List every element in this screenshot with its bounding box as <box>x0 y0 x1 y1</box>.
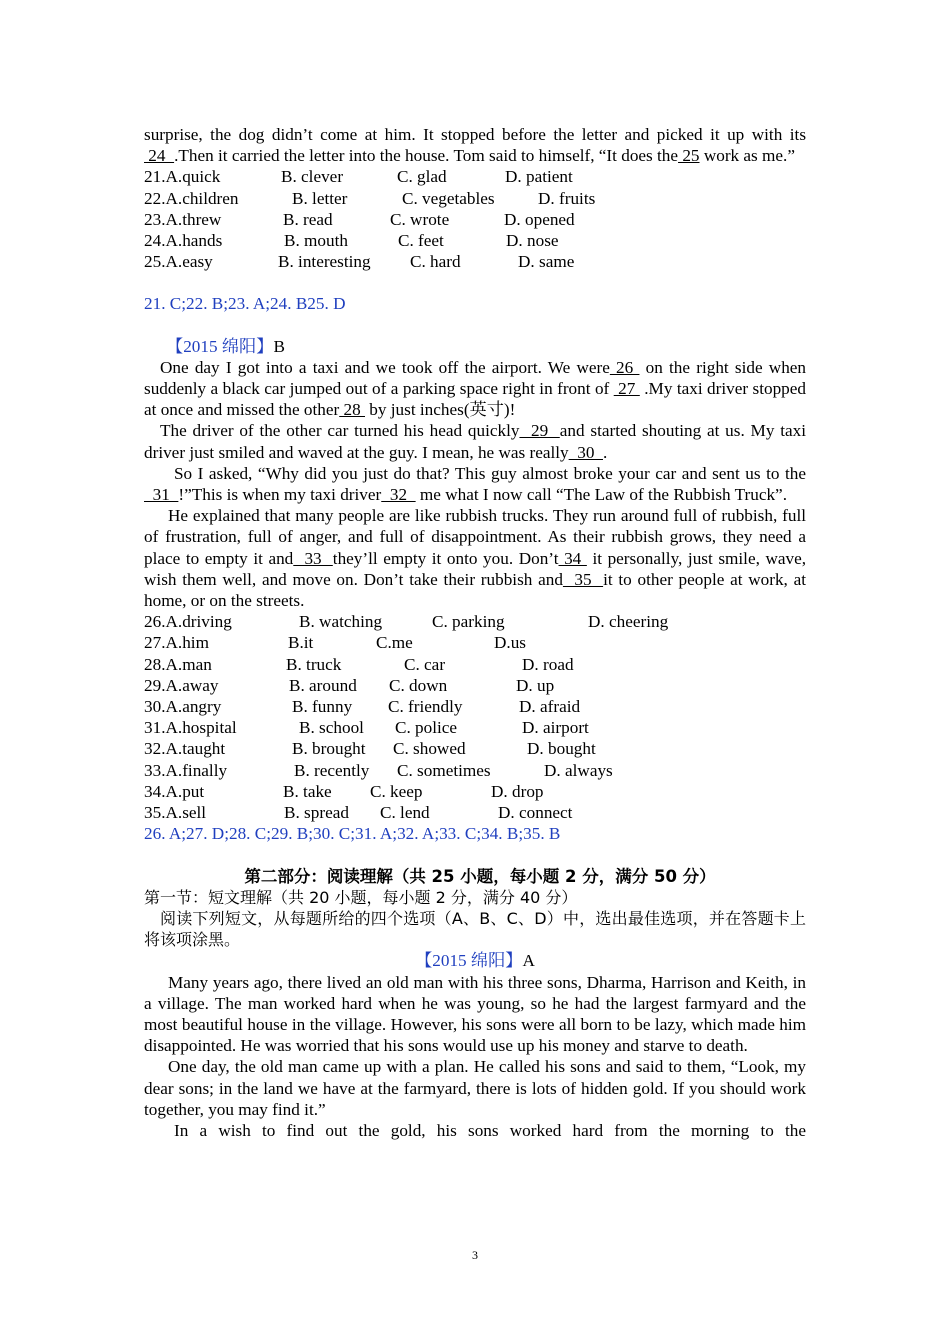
option-c: C. glad <box>397 167 447 187</box>
answer-blank: 31 <box>144 485 179 505</box>
option-d: D. afraid <box>519 697 581 717</box>
option-n: 24.A.hands <box>144 231 223 251</box>
passage-b-paragraph-1 <box>144 357 806 421</box>
option-row <box>144 654 806 675</box>
option-row <box>144 188 806 209</box>
options-list-b <box>144 611 806 823</box>
passage-b-paragraph-3 <box>144 463 806 505</box>
option-d: D.us <box>494 633 526 653</box>
section-b-source <box>144 336 806 357</box>
passage-text: work as me.” <box>703 146 795 166</box>
option-d: D. bought <box>527 739 596 759</box>
passage-text: .My taxi driver stopped at once and missed the other <box>144 379 807 420</box>
option-b: B. interesting <box>278 252 371 272</box>
option-b: B. recently <box>294 760 370 780</box>
option-row <box>144 632 806 653</box>
passage-a-paragraph-1: Many years ago, there lived an old man with his three sons, Dharma, Harrison and Keith, in a village. The man worked hard when he was young, so he had the largest farmyard and the most beautiful house in the village. However, his sons were all born to be lazy, which made him disappointed. He was worried that his sons would use up his money and starve to death. <box>144 972 806 1056</box>
option-b: B. mouth <box>284 231 348 251</box>
passage-text: !”This is when my taxi driver <box>178 485 382 505</box>
top-passage <box>144 124 806 166</box>
option-n: 26.A.driving <box>144 612 232 632</box>
answer-blank: 32 <box>381 485 416 505</box>
option-c: C. down <box>389 675 448 695</box>
page-number: 3 <box>472 1248 478 1262</box>
option-d: D. always <box>544 760 613 780</box>
passage-text: and started shouting at us. My taxi driver just smiled and waved at the guy. I mean, he was really <box>144 421 806 462</box>
option-d: D. nose <box>506 231 559 251</box>
option-row <box>144 611 806 632</box>
option-row <box>144 781 806 802</box>
passage-text: The driver of the other car turned his head quickly <box>160 421 520 441</box>
option-row <box>144 802 806 823</box>
option-c: C. lend <box>380 803 430 823</box>
option-b: B. truck <box>286 654 342 674</box>
section-a-source <box>144 950 806 971</box>
option-c: C. showed <box>393 739 466 759</box>
option-n: 29.A.away <box>144 675 219 695</box>
passage-text: So I asked, “Why did you just do that? This guy almost broke your car and sent us to the <box>174 463 806 483</box>
option-n: 21.A.quick <box>144 167 221 187</box>
option-n: 32.A.taught <box>144 739 226 759</box>
option-b: B. around <box>289 675 357 695</box>
answer-blank: 29 <box>519 421 560 441</box>
option-b: B. letter <box>292 188 348 208</box>
option-c: C. police <box>395 718 458 738</box>
option-b: B. brought <box>292 739 366 759</box>
option-row <box>144 760 806 781</box>
answer-key-a: 21. C;22. B;23. A;24. B25. D <box>144 294 346 314</box>
option-d: D. up <box>516 675 555 695</box>
option-d: D. connect <box>498 803 573 823</box>
passage-b-paragraph-4 <box>144 505 806 611</box>
option-row <box>144 209 806 230</box>
blank-24: 24 <box>144 146 175 166</box>
answer-blank: 26 <box>609 357 640 377</box>
option-n: 22.A.children <box>144 188 239 208</box>
option-row <box>144 717 806 738</box>
option-d: D. fruits <box>538 188 596 208</box>
passage-b-paragraph-2 <box>144 420 806 462</box>
passage-a-paragraph-2: One day, the old man came up with a plan. He called his sons and said to them, “Look, my dear sons; in the land we have at the farmyard, there is lots of hidden gold. If you should work together, you may find it.” <box>144 1057 806 1119</box>
answer-key-b: 26. A;27. D;28. C;29. B;30. C;31. A;32. A;33. C;34. B;35. B <box>144 824 561 844</box>
answer-blank: 30 <box>568 442 603 462</box>
option-n: 25.A.easy <box>144 252 213 272</box>
source-label: 【2015 绵阳】 <box>166 336 274 356</box>
source-letter: B <box>273 336 285 356</box>
option-c: C.me <box>376 633 413 653</box>
option-b: B. school <box>299 718 364 738</box>
passage-text: it personally, just smile, wave, wish them well, and move on. Don’t take their rubbish and <box>144 548 807 589</box>
option-d: D. road <box>522 654 574 674</box>
blank-25: 25 <box>678 146 700 166</box>
option-row <box>144 230 806 251</box>
option-n: 23.A.threw <box>144 209 222 229</box>
option-b: B. clever <box>281 167 344 187</box>
passage-text: me what I now call “The Law of the Rubbish Truck”. <box>415 485 787 505</box>
source-letter: A <box>522 951 535 971</box>
option-row <box>144 696 806 717</box>
option-d: D. cheering <box>588 612 669 632</box>
option-c: C. wrote <box>390 209 450 229</box>
passage-text: on the right side when suddenly a black car jumped out of a parking space right in front of <box>144 357 807 399</box>
option-d: D. same <box>518 252 575 272</box>
option-c: C. keep <box>370 781 423 801</box>
instruction-text: 阅读下列短文，从每题所给的四个选项（A、B、C、D）中，选出最佳选项，并在答题卡上将该项涂黑。 <box>144 908 806 950</box>
option-b: B. take <box>283 781 332 801</box>
passage-text: its <box>789 125 807 144</box>
option-n: 34.A.put <box>144 781 205 801</box>
option-n: 27.A.him <box>144 633 209 653</box>
option-n: 33.A.finally <box>144 760 228 780</box>
option-row <box>144 738 806 759</box>
passage-text: . <box>603 442 608 462</box>
answer-blank: 27 <box>613 379 640 399</box>
option-c: C. sometimes <box>397 760 491 780</box>
option-d: D. patient <box>505 167 573 187</box>
option-d: D. drop <box>491 781 544 801</box>
option-c: C. feet <box>398 231 444 251</box>
source-label: 【2015 绵阳】 <box>415 951 523 971</box>
passage-text: .Then it carried the letter into the house. Tom said to himself, “It does the <box>174 146 679 166</box>
section1-heading: 第一节：短文理解（共 20 小题，每小题 2 分，满分 40 分） <box>144 887 578 907</box>
option-row <box>144 251 806 272</box>
option-d: D. opened <box>504 209 575 229</box>
option-c: C. vegetables <box>402 188 495 208</box>
option-n: 31.A.hospital <box>144 718 237 738</box>
option-c: C. hard <box>410 252 461 272</box>
answer-blank: 34 <box>558 548 587 568</box>
passage-text: they’ll empty it onto you. Don’t <box>332 548 559 568</box>
option-b: B. read <box>283 209 333 229</box>
document-page <box>144 124 806 1141</box>
option-n: 35.A.sell <box>144 803 207 823</box>
option-d: D. airport <box>522 718 589 738</box>
option-c: C. parking <box>432 612 505 632</box>
passage-text: it to other people at work, at home, or on the streets. <box>144 569 807 611</box>
option-b: B. funny <box>292 697 353 717</box>
passage-a-paragraph-3: In a wish to find out the gold, his sons worked hard from the morning to the <box>174 1120 806 1140</box>
option-c: C. friendly <box>388 697 463 717</box>
option-b: B. spread <box>284 803 349 823</box>
answer-blank: 28 <box>339 400 365 420</box>
passage-text: surprise, the dog didn’t come at him. It stopped before the letter and picked it up with <box>144 125 783 144</box>
option-b: B.it <box>288 633 314 653</box>
passage-text: by just inches(英寸)! <box>365 400 516 420</box>
passage-text: He explained that many people are like rubbish trucks. They run around full of rubbish, full of frustration, full of anger, and full of disappointment. As their rubbish grows, they need a place to empty it and <box>144 506 806 568</box>
option-n: 28.A.man <box>144 654 212 674</box>
option-b: B. watching <box>299 612 383 632</box>
option-n: 30.A.angry <box>144 697 222 717</box>
passage-text: One day I got into a taxi and we took off the airport. We were <box>160 357 610 377</box>
answer-blank: 35 <box>562 569 604 589</box>
part2-heading: 第二部分：阅读理解（共 25 小题，每小题 2 分，满分 50 分） <box>244 866 716 886</box>
option-c: C. car <box>404 654 446 674</box>
answer-blank: 33 <box>293 548 333 568</box>
option-row <box>144 675 806 696</box>
options-list-a <box>144 166 806 272</box>
option-row <box>144 166 806 187</box>
